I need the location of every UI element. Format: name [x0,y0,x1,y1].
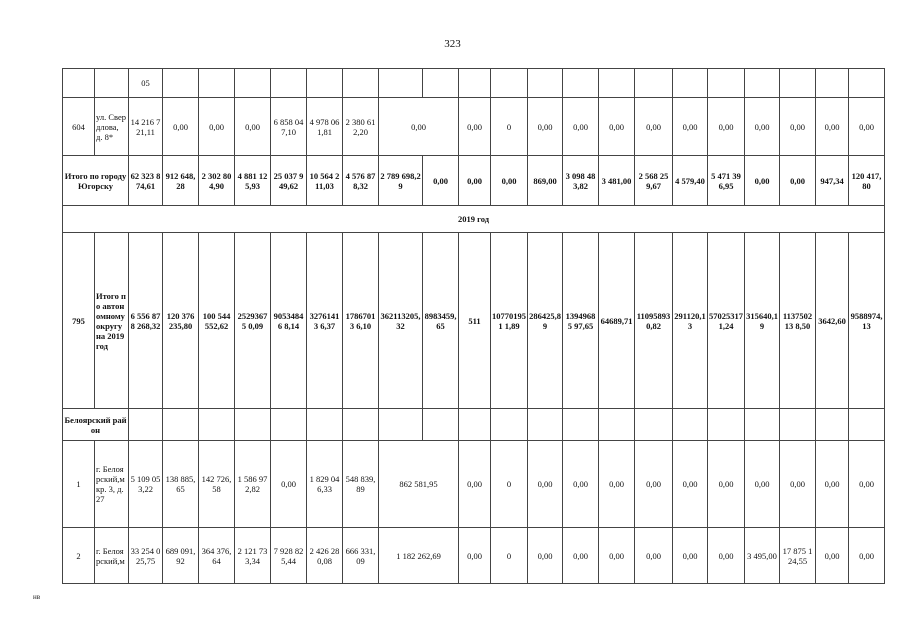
table-cell [673,69,708,98]
table-cell: 0,00 [423,156,459,206]
table-cell: 0,00 [528,98,563,156]
table-cell: 9588974,13 [849,233,885,409]
table-cell: г. Белоярский,мкр. 3, д. 27 [95,441,129,528]
table-row [63,156,885,206]
table-cell: 0,00 [459,441,491,528]
table-cell: 666 331,09 [343,528,379,584]
table-cell: 0,00 [745,441,780,528]
table-cell: 0,00 [599,528,635,584]
table-cell: 0,00 [849,528,885,584]
table-cell [708,69,745,98]
table-cell: 2 789 698,29 [379,156,423,206]
table-cell [780,69,816,98]
table-cell: 10 564 211,03 [307,156,343,206]
table-cell: 3 481,00 [599,156,635,206]
table-row [63,233,885,409]
table-cell: 0,00 [673,441,708,528]
table-cell: 100 544 552,62 [199,233,235,409]
table-cell: 0,00 [673,528,708,584]
table-cell: 795 [63,233,95,409]
table-cell: 869,00 [528,156,563,206]
table-cell: 511 [459,233,491,409]
table-cell: 0 [491,528,528,584]
table-cell: 286425,89 [528,233,563,409]
table-cell [423,69,459,98]
table-row [63,528,885,584]
table-cell: 0,00 [528,528,563,584]
table-cell: 0,00 [708,528,745,584]
table-cell [563,69,599,98]
table-cell: 0,00 [708,441,745,528]
table-cell [379,69,423,98]
page-number: 323 [444,38,461,50]
table-cell: 0,00 [599,441,635,528]
table-cell: 315640,19 [745,233,780,409]
table-cell: 113750213 8,50 [780,233,816,409]
table-cell [635,69,673,98]
table-cell: 120 376 235,80 [163,233,199,409]
table-cell [491,69,528,98]
table-cell [95,69,129,98]
table-cell [343,69,379,98]
table-cell: 32761413 6,37 [307,233,343,409]
table-cell [816,69,849,98]
table-cell: 0 [491,98,528,156]
table-cell: 3642,60 [816,233,849,409]
table-cell: 0,00 [271,441,307,528]
table-cell [271,69,307,98]
table-cell: 0,00 [459,528,491,584]
table-cell [63,69,95,98]
table-cell: 142 726,58 [199,441,235,528]
table-cell [307,69,343,98]
table-cell: 947,34 [816,156,849,206]
table-cell [849,69,885,98]
table-cell: 912 648,28 [163,156,199,206]
table-cell [235,69,271,98]
table-cell: 11095893 0,82 [635,233,673,409]
table-cell: 0,00 [849,98,885,156]
table-cell: 120 417,80 [849,156,885,206]
table-cell: 7 928 825,44 [271,528,307,584]
table-cell: 0,00 [235,98,271,156]
table-cell: 4 576 878,32 [343,156,379,206]
table-cell: 0,00 [563,528,599,584]
table-cell: 0,00 [491,156,528,206]
table-cell: 0 [491,441,528,528]
table-cell: 5 471 396,95 [708,156,745,206]
table-cell: 0,00 [459,156,491,206]
table-cell: 17867013 6,10 [343,233,379,409]
table-cell: 14 216 721,11 [129,98,163,156]
table-cell: 6 556 878 268,32 [129,233,163,409]
table-cell: ул. Свердлова, д. 8* [95,98,129,156]
table-cell: 0,00 [816,528,849,584]
table-cell [199,69,235,98]
total-label: Итого по городу Югорску [63,156,129,206]
table-cell: 62 323 874,61 [129,156,163,206]
table-cell: 3 098 483,82 [563,156,599,206]
table-cell: 64689,71 [599,233,635,409]
table-cell: 0,00 [563,441,599,528]
table-cell: 2 426 280,08 [307,528,343,584]
table-cell: 4 978 061,81 [307,98,343,156]
table-row [63,69,885,98]
table-cell: 1 182 262,69 [379,528,459,584]
table-cell: 5 109 053,22 [129,441,163,528]
table-cell: 90534846 8,14 [271,233,307,409]
table-cell: 05 [129,69,163,98]
table-cell: 0,00 [849,441,885,528]
table-cell [599,69,635,98]
table-cell [745,69,780,98]
table-cell: 25293675 0,09 [235,233,271,409]
table-cell: 0,00 [673,98,708,156]
table-cell: 689 091,92 [163,528,199,584]
table-cell: 57025317 1,24 [708,233,745,409]
table-cell: 107701951 1,89 [491,233,528,409]
table-cell: 2 121 733,34 [235,528,271,584]
region-heading: Белоярский район [63,409,129,441]
table-cell [163,69,199,98]
table-cell: 8983459,65 [423,233,459,409]
table-cell: 3 495,00 [745,528,780,584]
table-cell: 0,00 [816,98,849,156]
table-cell: 0,00 [745,156,780,206]
table-row [63,441,885,528]
table-cell: 862 581,95 [379,441,459,528]
table-cell: 2 302 804,90 [199,156,235,206]
table-cell: 6 858 047,10 [271,98,307,156]
table-cell: 1 829 046,33 [307,441,343,528]
table-cell: 604 [63,98,95,156]
table-cell: 13949685 97,65 [563,233,599,409]
table-cell: 548 839,89 [343,441,379,528]
table-cell: 0,00 [635,528,673,584]
table-cell: 33 254 025,75 [129,528,163,584]
table-cell: 2 380 612,20 [343,98,379,156]
table-cell: 0,00 [379,98,459,156]
table-cell: 0,00 [459,98,491,156]
table-cell: 0,00 [816,441,849,528]
table-cell: 0,00 [708,98,745,156]
table-cell: 364 376,64 [199,528,235,584]
table-cell: 4 579,40 [673,156,708,206]
table-cell: 0,00 [563,98,599,156]
table-cell [459,69,491,98]
table-cell: 2 568 259,67 [635,156,673,206]
table-cell: 4 881 125,93 [235,156,271,206]
table-cell: 0,00 [163,98,199,156]
table-cell: 0,00 [780,441,816,528]
cost-table [62,68,885,584]
table-cell: 291120,13 [673,233,708,409]
table-cell: 2 [63,528,95,584]
table-cell: 0,00 [528,441,563,528]
table-cell: 1 [63,441,95,528]
table-cell [528,69,563,98]
table-cell: 362113205,32 [379,233,423,409]
region-row [63,409,885,441]
table-row [63,98,885,156]
table-cell: 17 875 124,55 [780,528,816,584]
table-cell: 1 586 972,82 [235,441,271,528]
table-cell: 138 885,65 [163,441,199,528]
table-cell: 0,00 [199,98,235,156]
table-cell: 0,00 [780,156,816,206]
table-cell: 0,00 [745,98,780,156]
table-cell: Итого по автономному округу на 2019 год [95,233,129,409]
table-cell: г. Белоярский,м [95,528,129,584]
footer-mark: нв [33,593,41,601]
table-cell: 0,00 [599,98,635,156]
year-row [63,206,885,233]
table-cell: 0,00 [635,98,673,156]
table-cell: 0,00 [635,441,673,528]
table-cell: 25 037 949,62 [271,156,307,206]
table-cell: 0,00 [780,98,816,156]
year-heading: 2019 год [63,206,885,233]
